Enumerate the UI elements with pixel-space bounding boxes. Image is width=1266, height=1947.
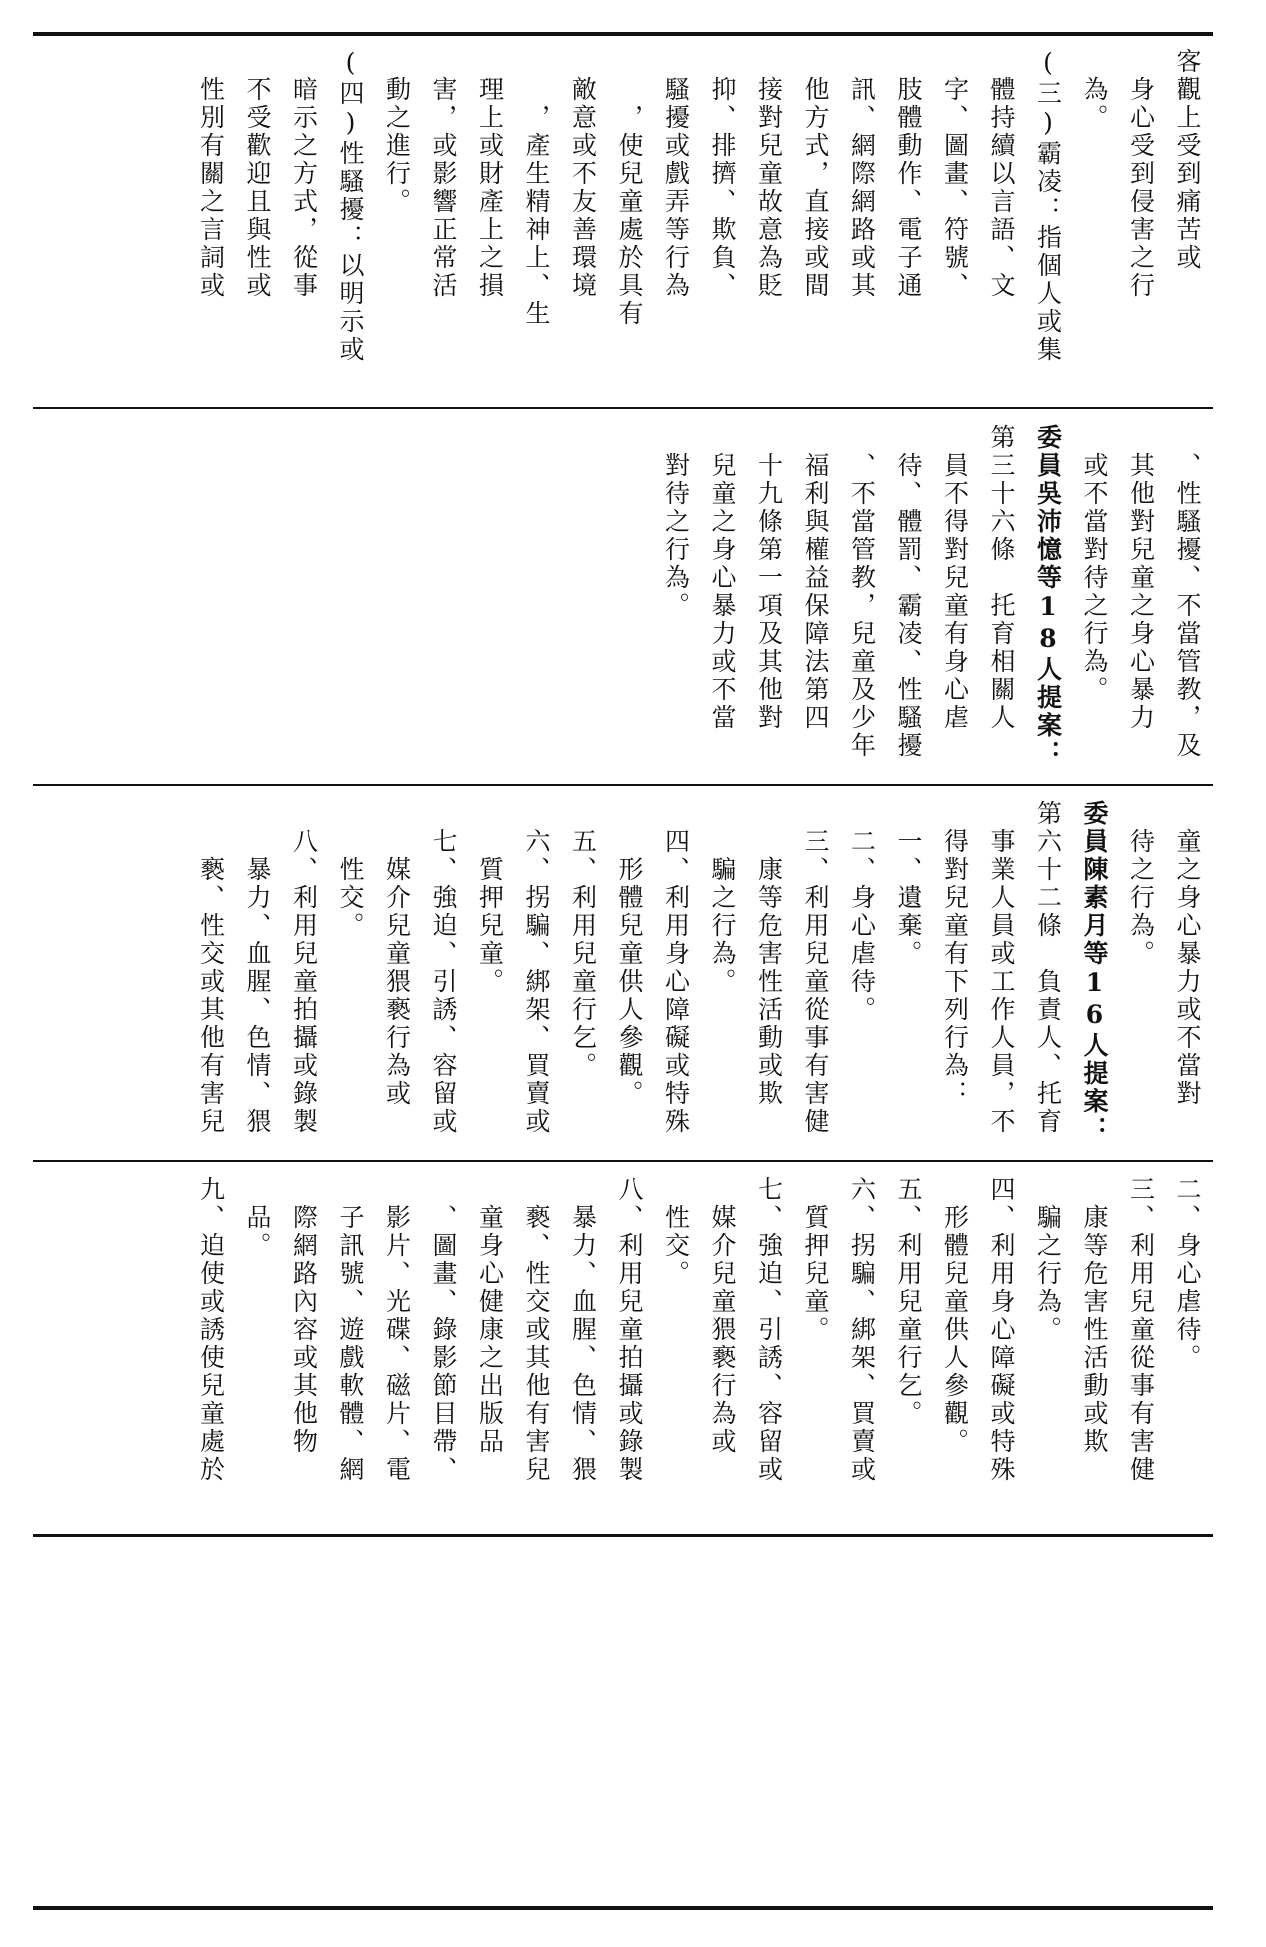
text-line: (三)霸凌：指個人或集 xyxy=(1033,48,1063,364)
text-line: 子訊號、遊戲軟體、網 xyxy=(336,1176,365,1484)
table-bottom-border xyxy=(33,1534,1213,1537)
text-line: 體持續以言語、文 xyxy=(987,48,1016,300)
text-line: 際網路內容或其他物 xyxy=(289,1176,319,1456)
text-line: 一、遺棄。 xyxy=(894,800,923,968)
text-line: 他方式，直接或間 xyxy=(801,48,830,300)
text-line: 童之身心暴力或不當對 xyxy=(1173,800,1202,1108)
text-line: 暗示之方式，從事 xyxy=(289,48,319,300)
text-line: 其他對兒童之身心暴力 xyxy=(1126,424,1156,732)
text-line: 第六十二條 負責人、托育 xyxy=(1033,800,1063,1136)
text-line: 或不當對待之行為。 xyxy=(1080,424,1109,704)
text-line: 性交。 xyxy=(661,1176,691,1288)
text-column-proposal-chen xyxy=(40,800,1210,1152)
text-line: 第三十六條 托育相關人 xyxy=(987,424,1016,732)
text-line: 騷擾或戲弄等行為 xyxy=(661,48,691,300)
text-line: ，產生精神上、生 xyxy=(522,48,551,328)
text-line: 抑、排擠、欺負、 xyxy=(708,48,737,300)
text-line: 訊、網際網路或其 xyxy=(847,48,877,300)
proposal-heading: 委員陳素月等16人提案： xyxy=(1080,800,1109,1144)
text-line: 褻、性交或其他有害兒 xyxy=(522,1176,551,1484)
text-line: ，使兒童處於具有 xyxy=(615,48,644,328)
text-line: 媒介兒童猥褻行為或 xyxy=(708,1176,737,1456)
text-line: 暴力、血腥、色情、猥 xyxy=(243,800,272,1136)
text-line: 害，或影響正常活 xyxy=(429,48,458,300)
text-line: 三、利用兒童從事有害健 xyxy=(1126,1176,1156,1484)
text-line: 四、利用身心障礙或特殊 xyxy=(661,800,691,1136)
text-line: 六、拐騙、綁架、買賣或 xyxy=(522,800,551,1136)
text-line: 得對兒童有下列行為： xyxy=(940,800,970,1108)
text-line: 不受歡迎且與性或 xyxy=(243,48,272,300)
text-line: 、圖畫、錄影節目帶、 xyxy=(429,1176,458,1484)
text-line: 質押兒童。 xyxy=(475,800,505,996)
text-line: 身心受到侵害之行 xyxy=(1126,48,1156,300)
text-line: 媒介兒童猥褻行為或 xyxy=(382,800,412,1108)
text-line: 質押兒童。 xyxy=(801,1176,830,1344)
text-line: 五、利用兒童行乞。 xyxy=(894,1176,923,1428)
text-line: 康等危害性活動或欺 xyxy=(1080,1176,1109,1456)
text-line: 動之進行。 xyxy=(382,48,412,216)
text-line: 騙之行為。 xyxy=(708,800,737,996)
text-line: 九、迫使或誘使兒童處於 xyxy=(196,1176,226,1484)
text-line: 六、拐騙、綁架、買賣或 xyxy=(847,1176,877,1484)
text-line: 員不得對兒童有身心虐 xyxy=(940,424,970,732)
text-line: 事業人員或工作人員，不 xyxy=(987,800,1016,1136)
row-divider-3 xyxy=(33,1160,1213,1162)
text-line: 十九條第一項及其他對 xyxy=(754,424,784,732)
text-line: 客觀上受到痛苦或 xyxy=(1173,48,1202,272)
text-line: 福利與權益保障法第四 xyxy=(801,424,830,732)
text-column-prohibited-acts xyxy=(40,1176,1210,1528)
text-line: 騙之行為。 xyxy=(1033,1176,1063,1344)
text-line: 、不當管教，兒童及少年 xyxy=(847,424,877,760)
table-top-border xyxy=(33,32,1213,36)
text-line: 暴力、血腥、色情、猥 xyxy=(568,1176,598,1484)
text-line: 褻、性交或其他有害兒 xyxy=(196,800,226,1136)
text-column-proposal-wu xyxy=(40,424,1210,776)
text-line: (四)性騷擾：以明示或 xyxy=(336,48,365,364)
text-column-definitions xyxy=(40,48,1210,400)
footer-rule xyxy=(33,1906,1213,1910)
row-divider-1 xyxy=(33,407,1213,409)
text-line: 對待之行為。 xyxy=(661,424,691,620)
text-line: 兒童之身心暴力或不當 xyxy=(708,424,737,732)
text-line: 性別有關之言詞或 xyxy=(196,48,226,300)
text-line: 接對兒童故意為貶 xyxy=(754,48,784,300)
text-line: 形體兒童供人參觀。 xyxy=(615,800,644,1108)
text-line: 字、圖畫、符號、 xyxy=(940,48,970,300)
proposal-heading: 委員吳沛憶等18人提案： xyxy=(1033,424,1063,768)
text-line: 影片、光碟、磁片、電 xyxy=(382,1176,412,1484)
text-line: 形體兒童供人參觀。 xyxy=(940,1176,970,1456)
row-divider-2 xyxy=(33,784,1213,786)
text-line: 性交。 xyxy=(336,800,365,940)
text-line: 七、強迫、引誘、容留或 xyxy=(754,1176,784,1484)
text-line: 四、利用身心障礙或特殊 xyxy=(987,1176,1016,1484)
text-line: 七、強迫、引誘、容留或 xyxy=(429,800,458,1136)
text-line: 八、利用兒童拍攝或錄製 xyxy=(615,1176,644,1484)
text-line: 待、體罰、霸凌、性騷擾 xyxy=(894,424,923,760)
text-line: 為。 xyxy=(1080,48,1109,132)
text-line: 、性騷擾、不當管教，及 xyxy=(1173,424,1202,760)
text-line: 待之行為。 xyxy=(1126,800,1156,968)
text-line: 三、利用兒童從事有害健 xyxy=(801,800,830,1136)
text-line: 八、利用兒童拍攝或錄製 xyxy=(289,800,319,1136)
text-line: 敵意或不友善環境 xyxy=(568,48,598,300)
text-line: 理上或財產上之損 xyxy=(475,48,505,300)
text-line: 五、利用兒童行乞。 xyxy=(568,800,598,1080)
text-line: 康等危害性活動或欺 xyxy=(754,800,784,1108)
text-line: 童身心健康之出版品 xyxy=(475,1176,505,1456)
text-line: 二、身心虐待。 xyxy=(1173,1176,1202,1372)
text-line: 肢體動作、電子通 xyxy=(894,48,923,300)
text-line: 品。 xyxy=(243,1176,272,1260)
text-line: 二、身心虐待。 xyxy=(847,800,877,1024)
